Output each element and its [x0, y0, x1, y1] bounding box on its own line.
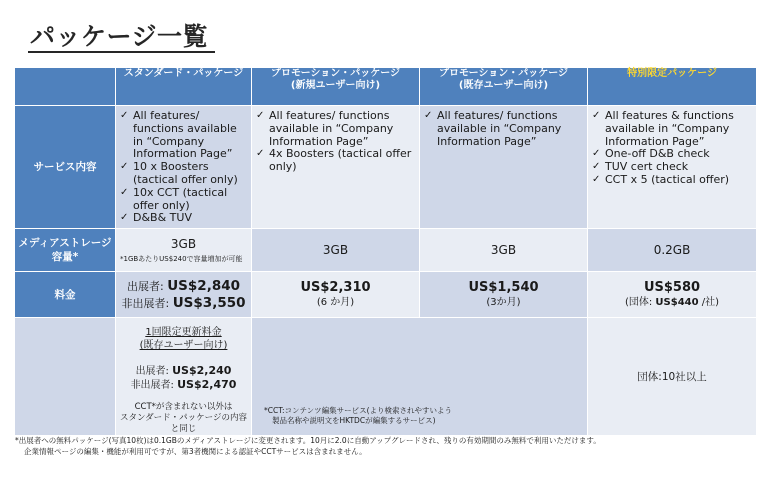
renewal-special-group: 団体:10社以上: [588, 318, 757, 436]
price-promo-existing-period: (3か月): [486, 297, 521, 308]
price-special-value: US$580: [643, 280, 701, 295]
price-standard-exhibitor: [116, 278, 251, 295]
price-standard-non-value: US$3,550: [172, 294, 246, 311]
header-promo-new-line2: (新規ユーザー向け): [290, 80, 381, 91]
renewal-gap: [116, 352, 251, 364]
renewal-row: [15, 318, 757, 436]
renewal-non-label: 非出展者:: [130, 380, 174, 391]
services-standard: [116, 106, 252, 229]
header-empty: [15, 68, 116, 106]
footnote-line1: *出展者への無料パッケージ(写真10枚)は0.1GBのメディアストレージに変更されます。10月に2.0に自動アップグレードされ、残りの有効期間のみ無料で利用いただけます。: [15, 436, 601, 445]
services-special: [588, 106, 757, 229]
storage-promo-new: 3GB: [252, 229, 420, 272]
price-standard-non-label: 非出展者:: [121, 296, 170, 310]
header-promo-new: [252, 68, 420, 106]
renewal-label-empty: [15, 318, 116, 436]
renewal-non-exhibitor: [116, 378, 251, 392]
price-standard: [116, 272, 252, 318]
feature-item: ✓ 10 x Boosters (tactical offer only): [120, 161, 247, 187]
renewal-exhibitor-value: US$2,240: [172, 364, 232, 377]
storage-special: 0.2GB: [588, 229, 757, 272]
services-row: [15, 106, 757, 229]
feature-item: ✓ One-off D&B check: [592, 148, 752, 161]
price-promo-new: [252, 272, 420, 318]
renewal-heading-line1: 1回限定更新料金: [145, 327, 222, 338]
storage-row: [15, 229, 757, 272]
cct-note-line1: *CCT:コンテンツ編集サービス(より検索されやすいよう: [264, 406, 453, 415]
price-standard-exhibitor-value: US$2,840: [167, 277, 240, 294]
price-special-group-prefix: (団体:: [624, 297, 653, 308]
storage-label-line1: メディアストレージ: [18, 237, 112, 249]
feature-item: ✓ TUV cert check: [592, 161, 752, 174]
price-label: 料金: [15, 272, 116, 318]
price-promo-new-value: US$2,310: [300, 280, 371, 295]
feature-item: ✓ All features & functions available in “Company Information Page”: [592, 110, 752, 148]
price-special-group-suffix: /社): [701, 297, 720, 308]
services-special-list: [588, 106, 756, 187]
storage-promo-existing: 3GB: [420, 229, 588, 272]
header-promo-existing-line2: (既存ユーザー向け): [458, 80, 549, 91]
price-standard-non-exhibitor: [116, 295, 251, 312]
feature-item: ✓ All features/ functions available in “Company Information Page”: [120, 110, 247, 161]
header-promo-existing-line1: プロモーション・パッケージ: [439, 68, 568, 79]
renewal-heading: [140, 326, 228, 352]
renewal-standard: [116, 318, 252, 436]
services-promo-existing: [420, 106, 588, 229]
package-table: [14, 67, 757, 436]
services-promo-new: [252, 106, 420, 229]
title-underline: [28, 51, 215, 53]
renewal-heading-line2: (既存ユーザー向け): [139, 340, 228, 351]
price-promo-existing: [420, 272, 588, 318]
renewal-note: [116, 402, 251, 435]
price-standard-exhibitor-label: 出展者:: [127, 279, 164, 293]
header-standard: スタンダード・パッケージ: [116, 68, 252, 106]
header-row: [15, 68, 757, 106]
renewal-note-line1: CCT*が含まれない以外は: [134, 402, 233, 412]
header-promo-existing: [420, 68, 588, 106]
renewal-exhibitor-label: 出展者:: [135, 366, 169, 377]
price-special: [588, 272, 757, 318]
cct-note-line2: 製品名称や説明文をHKTDCが編集するサービス): [272, 416, 436, 425]
feature-item: ✓ 4x Boosters (tactical offer only): [256, 148, 415, 174]
renewal-exhibitor: [116, 364, 251, 378]
header-special: 特別限定パッケージ: [588, 68, 757, 106]
page-title: パッケージ一覧: [30, 22, 209, 51]
feature-item: ✓ All features/ functions available in “Company Information Page”: [256, 110, 415, 148]
storage-standard-note: *1GBあたりUS$240で容量増加が可能: [120, 254, 243, 263]
feature-item: ✓ D&B& TUV: [120, 212, 247, 225]
storage-label-line2: 容量*: [51, 251, 79, 263]
renewal-cct-cell: [252, 318, 588, 436]
price-row: [15, 272, 757, 318]
footnote-line2: 企業情報ページの編集・機能が利用可ですが、第3者機関による認証やCCTサービスは含まれません。: [24, 447, 367, 456]
renewal-note-line2: スタンダード・パッケージの内容と同じ: [120, 413, 247, 434]
services-promo-existing-list: [420, 106, 587, 148]
price-special-group: [588, 296, 756, 309]
footnote: [15, 435, 760, 457]
price-promo-new-period: (6 か月): [316, 297, 355, 308]
services-label: サービス内容: [15, 106, 116, 229]
services-standard-list: [116, 106, 251, 225]
storage-standard-value: 3GB: [170, 236, 197, 251]
header-promo-new-line1: プロモーション・パッケージ: [271, 68, 400, 79]
feature-item: ✓ 10x CCT (tactical offer only): [120, 187, 247, 213]
services-promo-new-list: [252, 106, 419, 174]
feature-item: ✓ CCT x 5 (tactical offer): [592, 174, 752, 187]
price-promo-existing-value: US$1,540: [468, 280, 539, 295]
cct-note: [252, 318, 587, 426]
storage-standard: [116, 229, 252, 272]
feature-item: ✓ All features/ functions available in “Company Information Page”: [424, 110, 583, 148]
renewal-non-value: US$2,470: [177, 378, 237, 391]
storage-label: [15, 229, 116, 272]
price-special-group-value: US$440: [655, 297, 699, 308]
